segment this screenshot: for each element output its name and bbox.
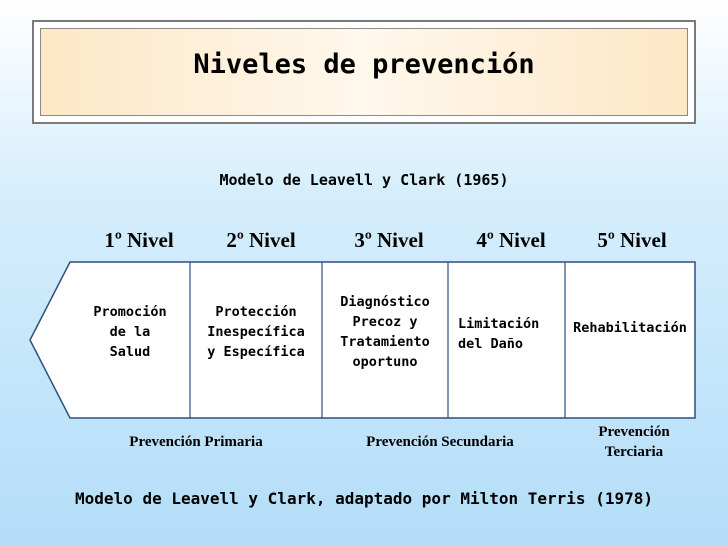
cell-diagnostico xyxy=(322,262,448,418)
level-3-label: 3º Nivel xyxy=(354,228,424,252)
cell-line: y Específica xyxy=(207,344,305,360)
cell-line: Inespecífica xyxy=(207,324,305,340)
cell-line: Rehabilitación xyxy=(573,320,687,336)
level-4-label: 4º Nivel xyxy=(476,228,546,252)
cell-line: Salud xyxy=(109,344,151,360)
stage-tertiary-line2: Terciaria xyxy=(604,444,664,460)
level-1-label: 1º Nivel xyxy=(104,228,174,252)
cell-line: del Daño xyxy=(458,336,524,352)
cell-line: Diagnóstico xyxy=(340,294,430,310)
cell-proteccion xyxy=(190,262,322,418)
page-title: Niveles de prevención xyxy=(193,48,535,80)
cell-line: de la xyxy=(109,324,151,340)
stage-secondary: Prevención Secundaria xyxy=(366,434,514,450)
cell-line: Tratamiento xyxy=(340,334,430,350)
cell-line: Limitación xyxy=(458,316,540,332)
stage-tertiary xyxy=(574,422,694,462)
stage-tertiary-line1: Prevención xyxy=(598,424,670,440)
cell-rehabilitacion xyxy=(565,262,695,418)
cell-limitacion xyxy=(448,262,565,418)
cell-line: Protección xyxy=(215,304,297,320)
footer-caption: Modelo de Leavell y Clark, adaptado por Milton Terris (1978) xyxy=(75,489,653,508)
cell-line: oportuno xyxy=(352,354,418,370)
cell-line: Promoción xyxy=(93,304,167,320)
cell-promocion xyxy=(70,262,190,418)
model-subtitle: Modelo de Leavell y Clark (1965) xyxy=(219,171,509,189)
level-5-label: 5º Nivel xyxy=(597,228,667,252)
level-2-label: 2º Nivel xyxy=(226,228,296,252)
cell-line: Precoz y xyxy=(352,314,418,330)
stage-primary: Prevención Primaria xyxy=(129,434,263,450)
